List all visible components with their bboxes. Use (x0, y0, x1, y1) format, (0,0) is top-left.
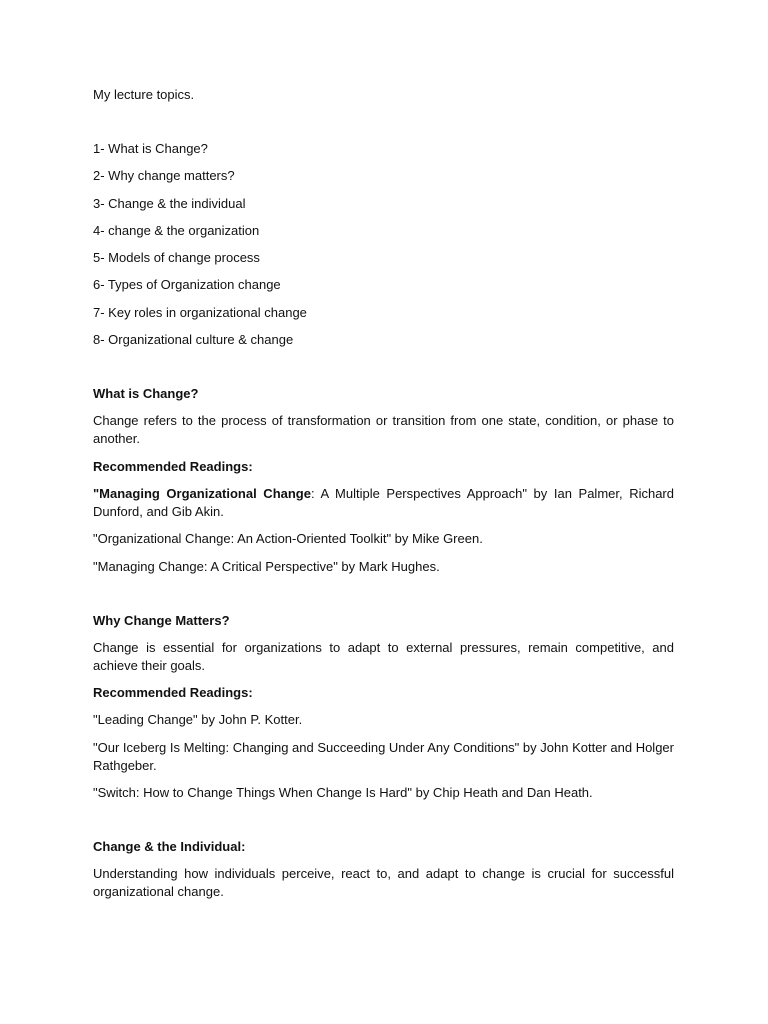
reading-title-bold: Managing Organizational Change (99, 485, 311, 501)
readings-heading: Recommended Readings: (93, 458, 253, 474)
section-change-and-individual (93, 838, 674, 901)
topic-item: 7- Key roles in organizational change (93, 304, 307, 320)
reading-item: "Leading Change" by John P. Kotter. (93, 712, 303, 728)
reading-item: "Managing Change: A Critical Perspective" by Mark Hughes. (93, 558, 440, 574)
section-body: Change refers to the process of transformation or transition from one state, condition, or phase to another. (93, 413, 674, 447)
section-why-change-matters (93, 612, 674, 802)
section-heading: What is Change? (93, 386, 199, 402)
topic-item: 1- What is Change? (93, 141, 208, 156)
reading-item: "Switch: How to Change Things When Change Is Hard" by Chip Heath and Dan Heath. (93, 785, 593, 801)
reading-quote-open: " (93, 485, 100, 501)
section-heading: Change & the Individual: (93, 839, 246, 855)
topic-item: 3- Change & the individual (93, 195, 246, 211)
section-body: Understanding how individuals perceive, react to, and adapt to change is crucial for successful organizational change. (93, 866, 674, 900)
reading-rest: : A Multiple Perspectives Approach" by Ian Palmer, Richard Dunford, and Gib Akin. (93, 485, 674, 519)
topic-item: 8- Organizational culture & change (93, 332, 294, 348)
topic-list (93, 140, 674, 349)
section-heading: Why Change Matters? (93, 612, 230, 628)
intro-text: My lecture topics. (93, 87, 195, 102)
reading-item: "Organizational Change: An Action-Oriented Toolkit" by Mike Green. (93, 531, 483, 547)
section-what-is-change (93, 385, 674, 575)
readings-heading: Recommended Readings: (93, 685, 253, 701)
document-page (93, 86, 674, 911)
reading-item (93, 485, 674, 521)
topic-item: 6- Types of Organization change (93, 277, 281, 293)
reading-item: "Our Iceberg Is Melting: Changing and Succeeding Under Any Conditions" by John Kotter and Holger Rathgeber. (93, 739, 674, 773)
topic-item: 2- Why change matters? (93, 168, 235, 184)
topic-item: 5- Models of change process (93, 250, 260, 266)
topic-item: 4- change & the organization (93, 222, 260, 238)
section-body: Change is essential for organizations to adapt to external pressures, remain competitive, and achieve their goals. (93, 639, 674, 673)
